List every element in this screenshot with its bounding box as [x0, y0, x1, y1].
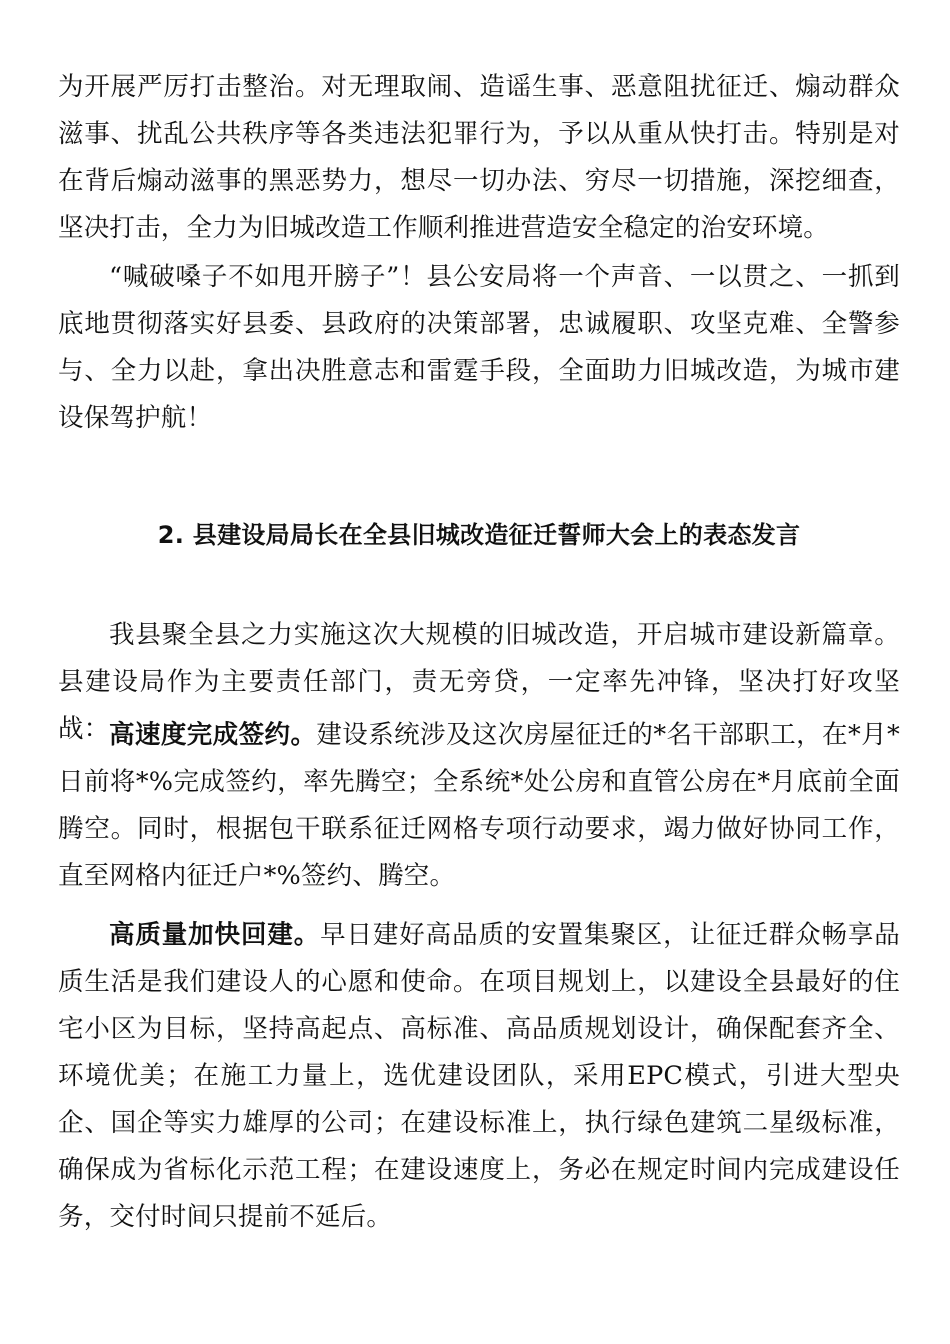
- paragraph-public-security-crackdown: 为开展严厉打击整治。对无理取闹、造谣生事、恶意阻扰征迁、煽动群众滋事、扰乱公共秩序等各类违法犯罪行为，予以从重从快打击。特别是对在背后煽动滋事的黑恶势力，想尽一切办法、穷尽一切措施，深挖细查，坚决打击，全力为旧城改造工作顺利推进营造安全稳定的治安环境。: [58, 72, 900, 243]
- paragraph-construction-intro: 我县聚全县之力实施这次大规模的旧城改造，开启城市建设新篇章。县建设局作为主要责任部门，责无旁贷，一定率先冲锋，坚决打好攻坚战：: [58, 620, 900, 744]
- paragraph-signing-lead: 高速度完成签约。: [109, 720, 317, 750]
- document-page: [58, 64, 900, 1232]
- paragraph-signing-body: 建设系统涉及这次房屋征迁的*名干部职工，在*月*日前将*%完成签约，率先腾空；全系统*处公房和直管公房在*月底前全面腾空。同时，根据包干联系征迁网格专项行动要求，竭力做好协同工作，直至网格内征迁户*%签约、腾空。: [58, 720, 900, 891]
- paragraph-rebuilding: [58, 912, 900, 1241]
- section-heading: 2. 县建设局局长在全县旧城改造征迁誓师大会上的表态发言: [157, 521, 801, 549]
- paragraph-public-security-pledge: “喊破嗓子不如甩开膀子”！县公安局将一个声音、一以贯之、一抓到底地贯彻落实好县委、县政府的决策部署，忠诚履职、攻坚克难、全警参与、全力以赴，拿出决胜意志和雷霆手段，全面助力旧城改造，为城市建设保驾护航！: [58, 262, 900, 433]
- paragraph-signing: [58, 712, 900, 900]
- paragraph-rebuilding-lead: 高质量加快回建。: [109, 920, 321, 950]
- paragraph-rebuilding-body: 早日建好高品质的安置集聚区，让征迁群众畅享品质生活是我们建设人的心愿和使命。在项目规划上，以建设全县最好的住宅小区为目标，坚持高起点、高标准、高品质规划设计，确保配套齐全、环境优美；在施工力量上，选优建设团队，采用EPC模式，引进大型央企、国企等实力雄厚的公司；在建设标准上，执行绿色建筑二星级标准，确保成为省标化示范工程；在建设速度上，务必在规定时间内完成建设任务，交付时间只提前不延后。: [58, 920, 900, 1232]
